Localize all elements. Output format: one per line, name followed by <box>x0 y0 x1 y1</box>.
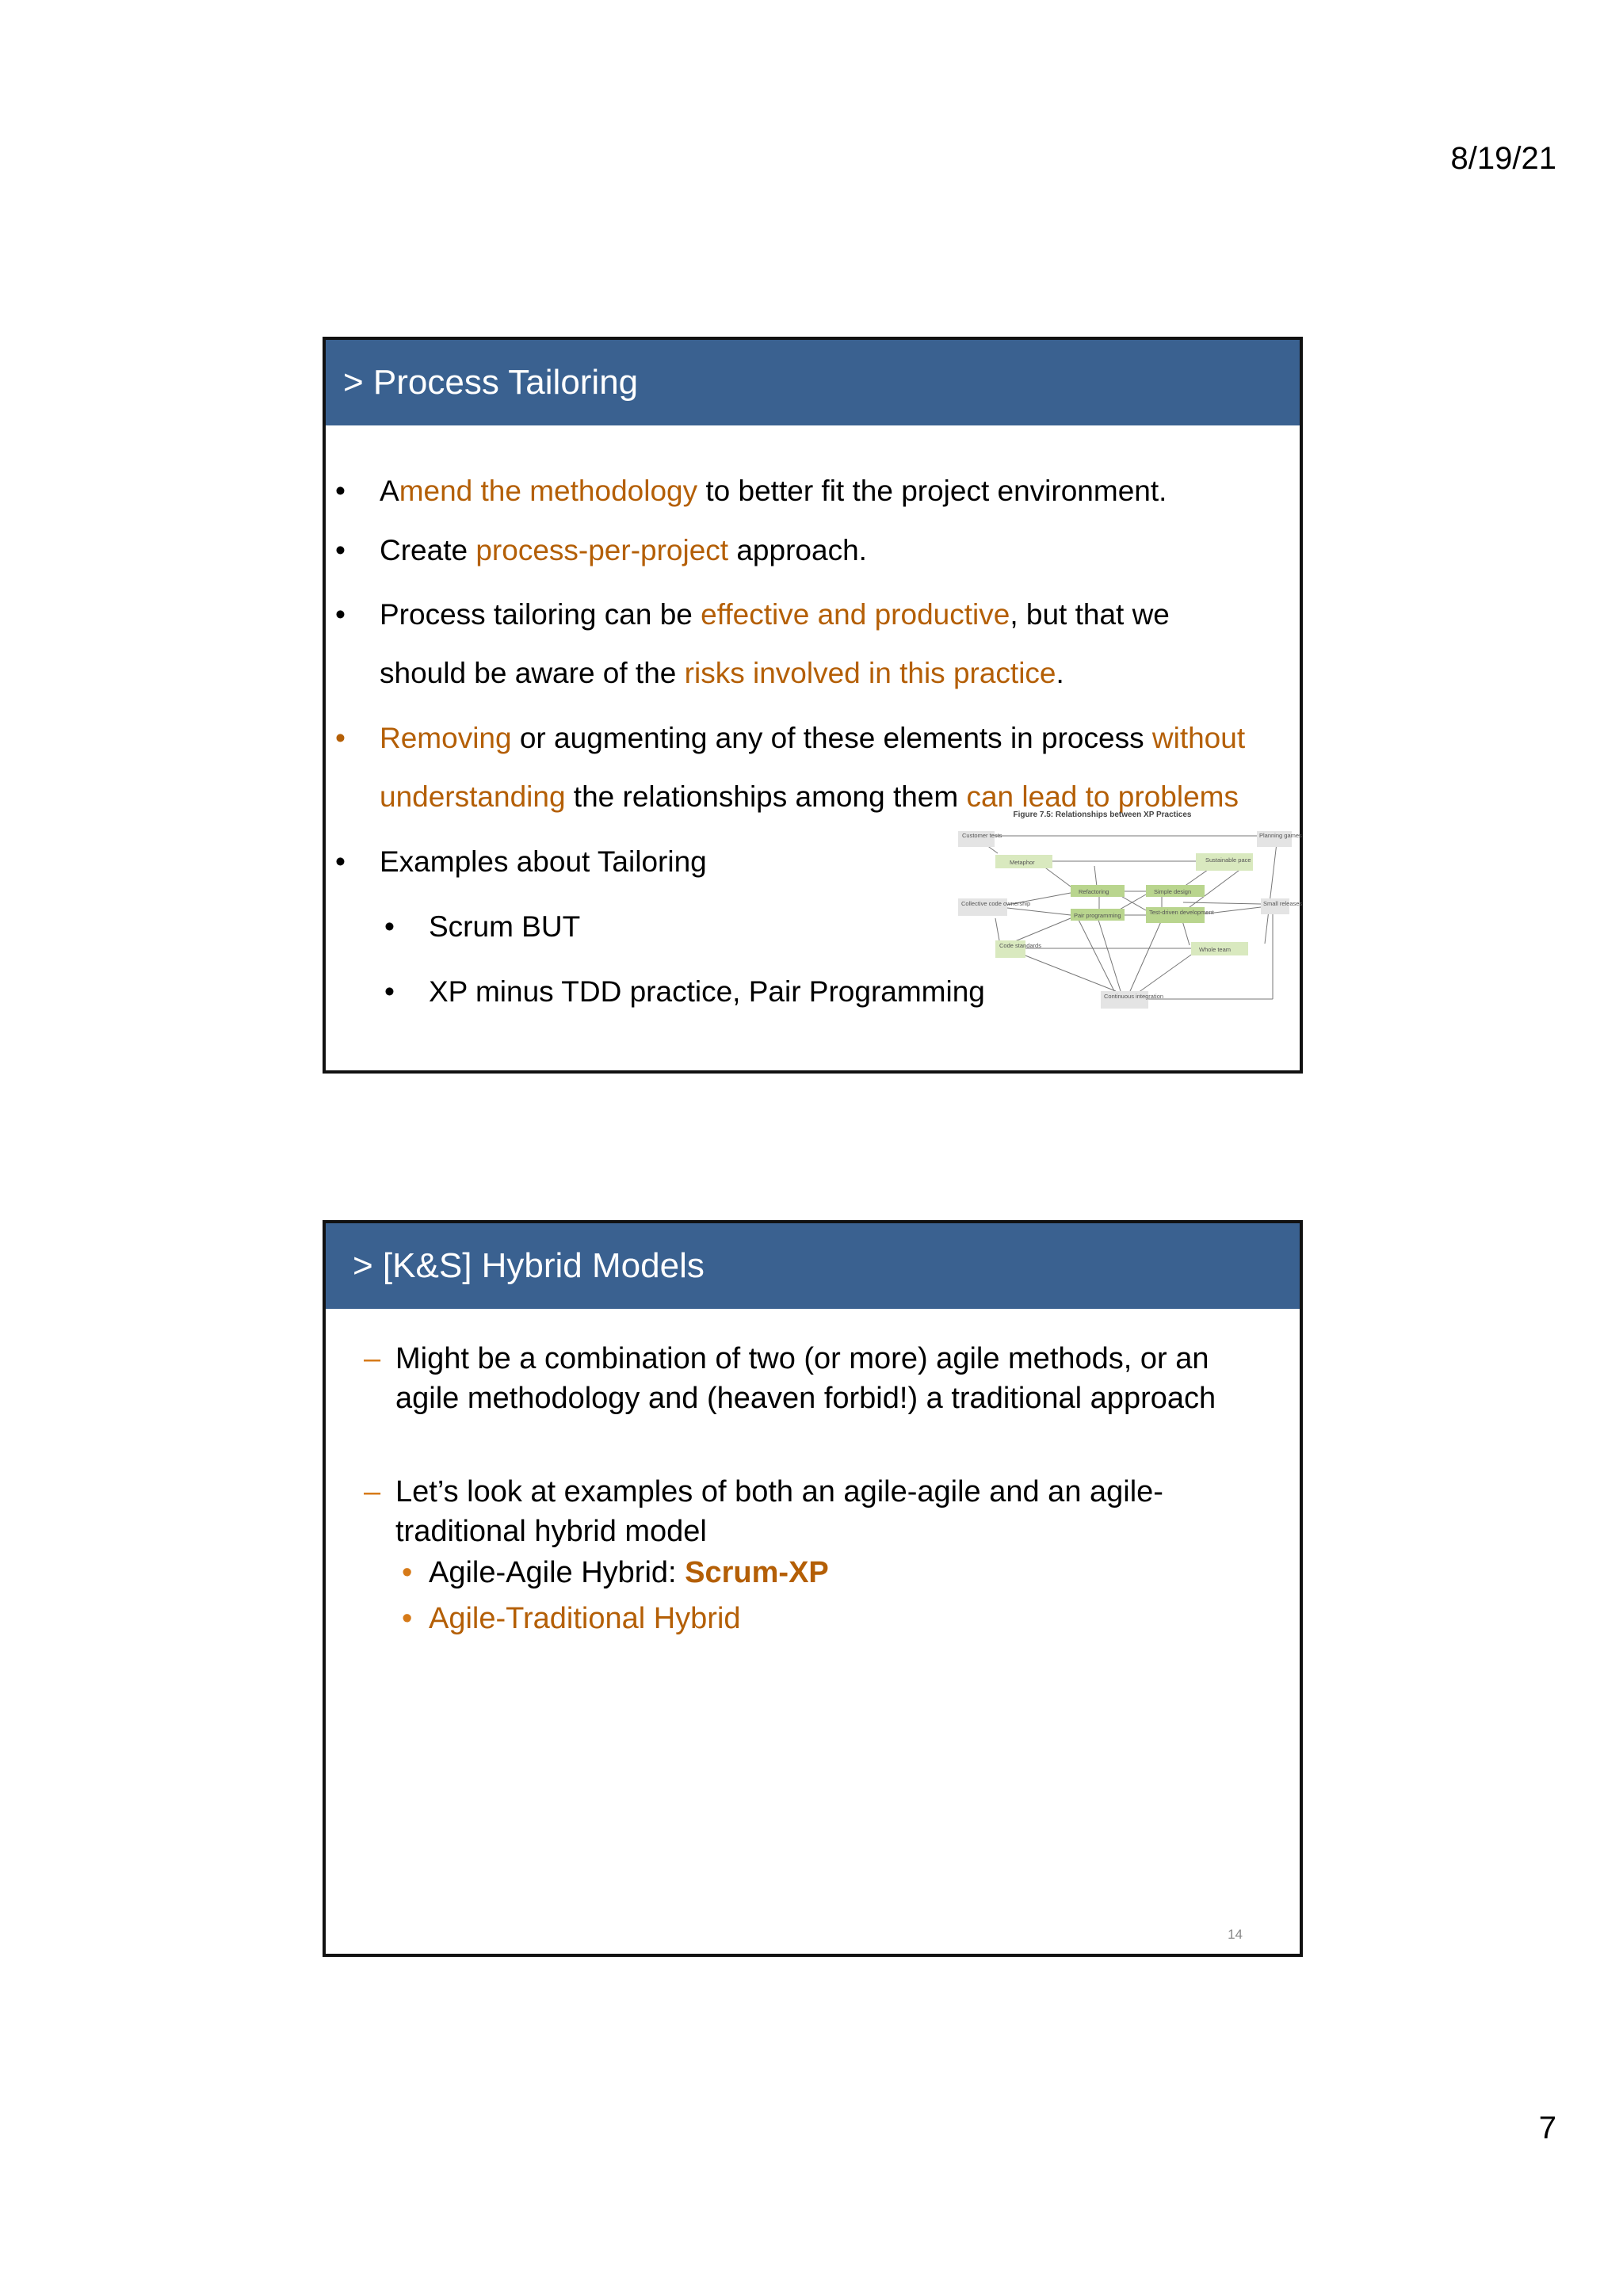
svg-text:Pair programming: Pair programming <box>1074 912 1121 919</box>
bullet-amend: • Amend the methodology to better fit the project environment. <box>335 475 1167 507</box>
slide-hybrid-models <box>323 1220 1303 1957</box>
bullet-tailoring: • Process tailoring can be effective and productive, but that we should be aware of the risks involved in this practice. <box>335 598 1170 689</box>
svg-text:Test-driven development: Test-driven development <box>1149 909 1214 916</box>
slide-number: 14 <box>1228 1927 1243 1942</box>
svg-text:Small releases: Small releases <box>1263 900 1303 907</box>
sub-item-agile-traditional: • Agile-Traditional Hybrid <box>402 1602 741 1635</box>
page-number: 7 <box>1538 2111 1556 2145</box>
slide-title: > [K&S] Hybrid Models <box>326 1223 1300 1309</box>
xp-practices-figure <box>952 807 1303 1033</box>
dash-item-examples: – Let’s look at examples of both an agile-agile and an agile- traditional hybrid model <box>364 1475 1163 1548</box>
slide-title: > Process Tailoring <box>326 340 1300 425</box>
dash-item-combination: – Might be a combination of two (or more) agile methods, or an agile methodology and (heaven forbid!) a traditional approach <box>364 1342 1216 1415</box>
svg-text:Whole team: Whole team <box>1199 946 1232 953</box>
sub-bullet-xp-minus: • XP minus TDD practice, Pair Programming <box>384 975 985 1008</box>
bullet-removing: • Removing or augmenting any of these elements in process without understanding the relationships among them can lead to problems <box>335 722 1246 813</box>
svg-text:Collective code ownership: Collective code ownership <box>961 900 1031 907</box>
svg-text:Sustainable pace: Sustainable pace <box>1205 856 1251 864</box>
slide-process-tailoring <box>323 337 1303 1074</box>
svg-text:Planning games: Planning games <box>1259 832 1302 839</box>
svg-text:Continuous integration: Continuous integration <box>1104 993 1164 1000</box>
svg-text:Code standards: Code standards <box>999 942 1041 949</box>
svg-text:Simple design: Simple design <box>1154 888 1192 895</box>
svg-text:Metaphor: Metaphor <box>1010 859 1035 866</box>
svg-text:Customer tests: Customer tests <box>962 832 1002 839</box>
sub-item-agile-agile: • Agile-Agile Hybrid: Scrum-XP <box>402 1556 829 1589</box>
figure-title: Figure 7.5: Relationships between XP Practices <box>1013 810 1192 819</box>
svg-text:Refactoring: Refactoring <box>1079 888 1109 895</box>
page-date: 8/19/21 <box>1450 141 1556 176</box>
bullet-examples: • Examples about Tailoring <box>335 845 707 878</box>
sub-bullet-scrum-but: • Scrum BUT <box>384 910 581 943</box>
bullet-create: • Create process-per-project approach. <box>335 534 867 566</box>
